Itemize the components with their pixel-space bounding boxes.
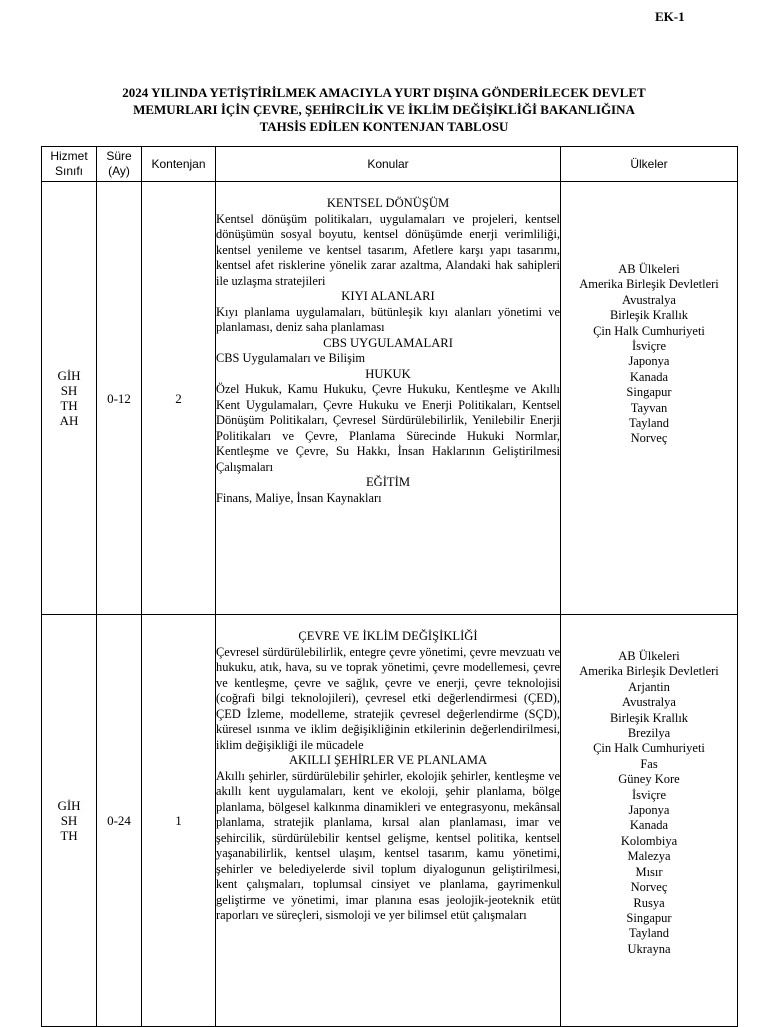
hizmet-sinifi-cell: GİH SH TH (42, 615, 97, 1027)
country-item: Norveç (630, 431, 668, 446)
country-item: Avustralya (622, 695, 676, 710)
table-row (42, 182, 738, 615)
header-ulkeler: Ülkeler (561, 147, 738, 182)
country-item: İsviçre (631, 787, 666, 802)
header-kontenjan: Kontenjan (142, 147, 216, 182)
kontenjan-cell: 1 (142, 615, 216, 1027)
country-item: Birleşik Krallık (609, 308, 689, 323)
country-item: Malezya (627, 849, 671, 864)
country-item: Çin Halk Cumhuriyeti (593, 323, 705, 338)
section-body: Kentsel dönüşüm politikaları, uygulamaları ve projeleri, kentsel dönüşümün sosyal boyutu, kentsel dönüşümde enerji verimliliği, kentsel yenileme ve kentsel tasarım, Afetlere karşı yapı tasarımı, kentsel afet risklerine yönelik zarar azaltma, Alandaki hak sahipleri ile uzlaşma stratejileri (216, 211, 560, 288)
country-item: Tayvan (630, 400, 668, 415)
section-title: CBS UYGULAMALARI (323, 335, 453, 350)
country-item: Singapur (626, 910, 672, 925)
country-item: Tayland (628, 416, 670, 431)
sure-cell: 0-24 (97, 615, 142, 1027)
ulkeler-cell (561, 615, 738, 1027)
country-item: Çin Halk Cumhuriyeti (593, 741, 705, 756)
country-item: Kanada (629, 818, 669, 833)
header-konular: Konular (216, 147, 561, 182)
country-item: Ukrayna (627, 941, 671, 956)
section-body: CBS Uygulamaları ve Bilişim (216, 351, 366, 365)
section-title: AKILLI ŞEHİRLER VE PLANLAMA (288, 753, 488, 767)
country-item: Güney Kore (618, 772, 680, 787)
country-item: İsviçre (631, 339, 666, 354)
section-title: KIYI ALANLARI (341, 289, 435, 303)
country-item: Amerika Birleşik Devletleri (579, 664, 719, 679)
country-item: Japonya (628, 803, 670, 818)
country-item: Rusya (633, 895, 665, 910)
country-item: Avustralya (622, 292, 676, 307)
section-title: EĞİTİM (365, 475, 411, 489)
kontenjan-cell: 2 (142, 182, 216, 615)
konular-cell (216, 182, 561, 615)
header-hizmet-sinifi: Hizmet Sınıfı (42, 147, 97, 182)
quota-table (41, 146, 738, 1027)
country-item: Japonya (628, 354, 670, 369)
section-title: HUKUK (365, 366, 411, 381)
ulkeler-cell (561, 182, 738, 615)
country-item: Norveç (630, 880, 668, 895)
section-title: ÇEVRE VE İKLİM DEĞİŞİKLİĞİ (298, 629, 478, 643)
title-line: MEMURLARI İÇİN ÇEVRE, ŞEHİRCİLİK VE İKLİM DEĞİŞİKLİĞİ BAKANLIĞINA (133, 102, 635, 117)
country-item: Brezilya (627, 726, 671, 741)
sure-cell: 0-12 (97, 182, 142, 615)
country-item: AB Ülkeleri (618, 649, 680, 663)
header-sure: Süre (Ay) (97, 147, 142, 182)
section-body: Akıllı şehirler, sürdürülebilir şehirler, ekolojik şehirler, kentleşme ve akıllı kent uygulamaları, kent ve ekoloji, şehir planlama, bölge planlama, bölgesel kalkınma dinamikleri ve entegrasyonu, mekânsal planlama, stratejik planlama, kırsal alan planlaması, imar ve şehircilik, sürdürülebilir kentsel gelişme, kentsel politika, kentsel yaşanabilirlik, kentsel ulaşım, kentsel tasarım, kamu yönetimi, şehirler ve belediyelerde sivil toplum diyalogunun geliştirilmesi, kent çalışmaları, toplumsal cinsiyet ve planlama, gayrimenkul geliştirme ve yönetimi, imar planına esas jeolojik-jeoteknik etüt raporları ve süreçleri, sismoloji ve yer bilimsel etüt çalışmaları (216, 768, 560, 922)
document-title (40, 84, 728, 135)
section-body: Çevresel sürdürülebilirlik, entegre çevre yönetimi, çevre mevzuatı ve hukuku, atık, hava, su ve toprak yönetimi, çevre modellemesi, çevre ve kentleşme, çevre ve sağlık, çevre ve enerji, çevre teknolojisi (coğrafi bilgi teknolojileri), çevresel etki değerlendirmesi (ÇED), ÇED İzleme, modelleme, stratejik çevresel değerlendirme (SÇD), küresel ısınma ve iklim değişikliğinin etkilerinin değerlendirilmesi, iklim değişikliği ile mücadele (216, 644, 560, 752)
section-body: Özel Hukuk, Kamu Hukuku, Çevre Hukuku, Kentleşme ve Akıllı Kent Uygulamaları, Çevre Hukuku ve Enerji Politikaları, Kentsel Dönüşüm Politikaları, Çevresel Sürdürülebilirlik, Yenilebilir Enerji Politikaları ve Çevre, Planlama Sürecinde Hukuki Normlar, Kentleşme ve Çevre, Su Hakkı, İnsan Haklarının Geliştirilmesi Çalışmaları (216, 382, 560, 474)
country-item: Kanada (629, 369, 669, 384)
title-line: 2024 YILINDA YETİŞTİRİLMEK AMACIYLA YURT DIŞINA GÖNDERİLECEK DEVLET (122, 85, 646, 100)
title-line: TAHSİS EDİLEN KONTENJAN TABLOSU (259, 119, 509, 134)
country-item: Fas (640, 756, 658, 771)
country-item: Amerika Birleşik Devletleri (579, 277, 719, 292)
country-item: Arjantin (628, 679, 670, 694)
country-item: AB Ülkeleri (618, 262, 680, 276)
section-body: Kıyı planlama uygulamaları, bütünleşik kıyı alanları yönetimi ve planlaması, deniz saha planlaması (216, 304, 560, 334)
section-title: KENTSEL DÖNÜŞÜM (326, 196, 450, 210)
country-item: Mısır (635, 864, 663, 879)
country-item: Singapur (626, 385, 672, 400)
country-item: Birleşik Krallık (609, 710, 689, 725)
country-item: Kolombiya (620, 833, 678, 848)
section-body: Finans, Maliye, İnsan Kaynakları (216, 490, 382, 505)
annex-label: EK-1 (655, 9, 685, 24)
table-header-row (42, 147, 738, 182)
konular-cell (216, 615, 561, 1027)
table-row (42, 615, 738, 1027)
hizmet-sinifi-cell: GİH SH TH AH (42, 182, 97, 615)
country-item: Tayland (628, 926, 670, 941)
